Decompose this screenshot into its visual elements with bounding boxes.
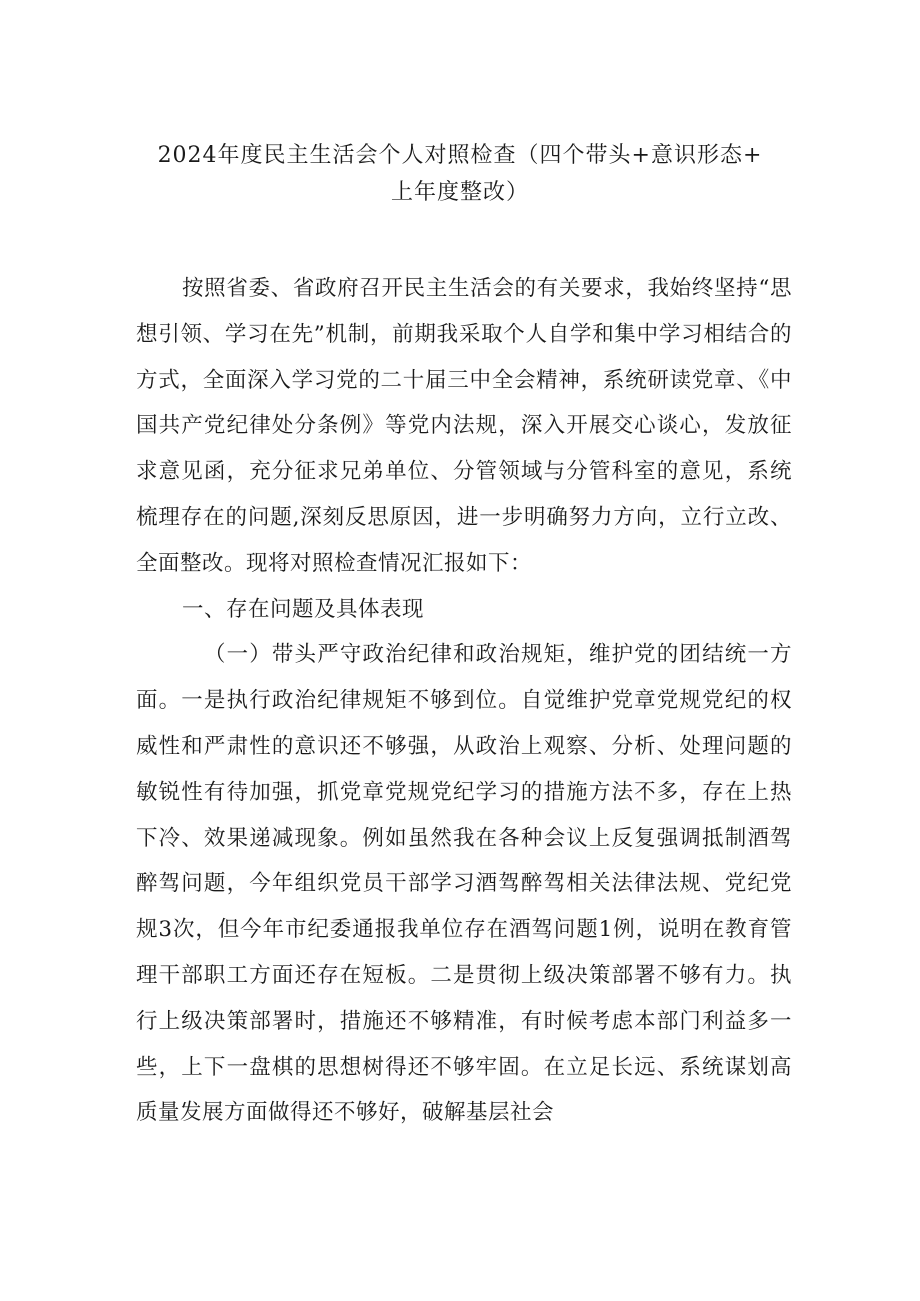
document-title-line-2: 上年度整改） <box>390 180 529 205</box>
document-body <box>136 266 792 1136</box>
subsection-paragraph-1: （一）带头严守政治纪律和政治规矩，维护党的团结统一方面。一是执行政治纪律规矩不够到位。自觉维护党章党规党纪的权威性和严肃性的意识还不够强，从政治上观察、分析、处理问题的敏锐性有待加强，抓党章党规党纪学习的措施方法不多，存在上热下冷、效果递减现象。例如虽然我在各种会议上反复强调抵制酒驾醉驾问题，今年组织党员干部学习酒驾醉驾相关法律法规、党纪党规3次，但今年市纪委通报我单位存在酒驾问题1例，说明在教育管理干部职工方面还存在短板。二是贯彻上级决策部署不够有力。执行上级决策部署时，措施还不够精准，有时候考虑本部门利益多一些，上下一盘棋的思想树得还不够牢固。在立足长远、系统谋划高质量发展方面做得还不够好，破解基层社会 <box>136 642 792 1126</box>
intro-paragraph: 按照省委、省政府召开民主生活会的有关要求，我始终坚持“思想引领、学习在先”机制，前期我采取个人自学和集中学习相结合的方式，全面深入学习党的二十届三中全会精神，系统研读党章、《中国共产党纪律处分条例》等党内法规，深入开展交心谈心，发放征求意见函，充分征求兄弟单位、分管领域与分管科室的意见，系统梳理存在的问题,深刻反思原因，进一步明确努力方向，立行立改、全面整改。现将对照检查情况汇报如下： <box>136 276 792 576</box>
document-title-line-1: 2024年度民主生活会个人对照检查（四个带头+意识形态+ <box>157 143 763 168</box>
section-heading-1: 一、存在问题及具体表现 <box>182 596 425 622</box>
